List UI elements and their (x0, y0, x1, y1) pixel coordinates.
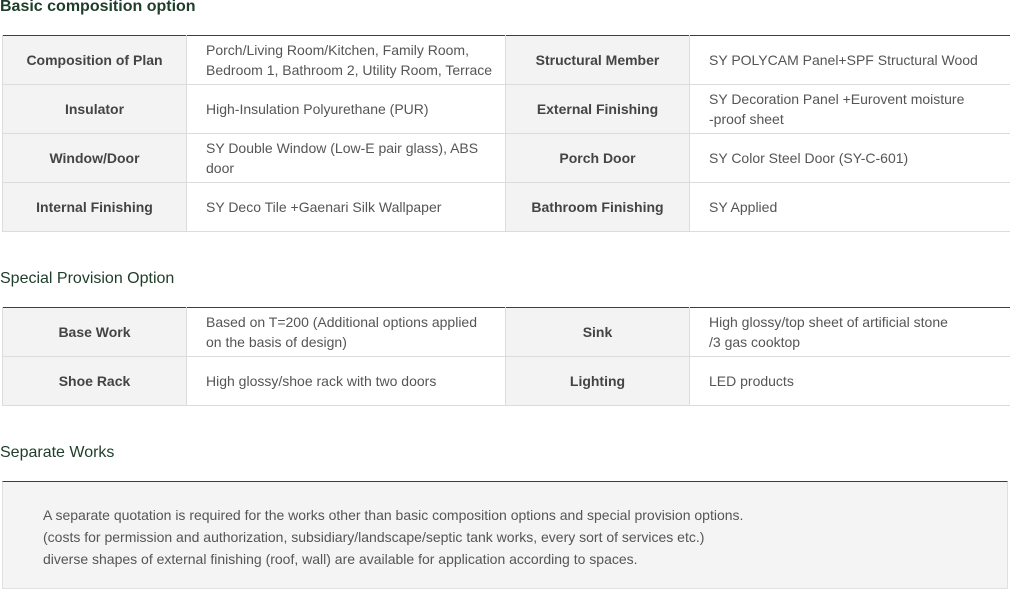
table-row (3, 36, 1010, 85)
value-line: High glossy/shoe rack with two doors (206, 373, 437, 389)
table-row (3, 308, 1010, 357)
structural-member-label: Structural Member (506, 36, 690, 85)
bathroom-finishing-value (690, 183, 1010, 232)
table-row (3, 183, 1010, 232)
value-line: Based on T=200 (Additional options applied (206, 314, 477, 330)
value-line: SY Decoration Panel +Eurovent moisture (709, 91, 965, 107)
separate-works-notice (2, 481, 1008, 589)
composition-of-plan-label: Composition of Plan (3, 36, 187, 85)
insulator-value (187, 85, 506, 134)
porch-door-label: Porch Door (506, 134, 690, 183)
special-provision-table (2, 307, 1010, 406)
value-line: -proof sheet (709, 111, 784, 127)
table-row (3, 85, 1010, 134)
sink-value (690, 308, 1010, 357)
value-line: Bedroom 1, Bathroom 2, Utility Room, Terrace (206, 62, 493, 78)
internal-finishing-value (187, 183, 506, 232)
structural-member-value (690, 36, 1010, 85)
shoe-rack-value (187, 357, 506, 406)
table-row (3, 134, 1010, 183)
value-line: High-Insulation Polyurethane (PUR) (206, 101, 429, 117)
external-finishing-value (690, 85, 1010, 134)
basic-section-title: Basic composition option (0, 0, 196, 15)
external-finishing-label: External Finishing (506, 85, 690, 134)
value-line: Porch/Living Room/Kitchen, Family Room, (206, 42, 469, 58)
value-line: SY Deco Tile +Gaenari Silk Wallpaper (206, 199, 442, 215)
shoe-rack-label: Shoe Rack (3, 357, 187, 406)
porch-door-value (690, 134, 1010, 183)
base-work-value (187, 308, 506, 357)
separate-section-title: Separate Works (0, 444, 115, 461)
table-row (3, 357, 1010, 406)
lighting-value (690, 357, 1010, 406)
notice-line: (costs for permission and authorization, subsidiary/landscape/septic tank works, every sort of services etc.) (43, 529, 705, 545)
internal-finishing-label: Internal Finishing (3, 183, 187, 232)
window-door-label: Window/Door (3, 134, 187, 183)
value-line: /3 gas cooktop (709, 334, 801, 350)
notice-line: A separate quotation is required for the works other than basic composition options and special provision options. (43, 507, 744, 523)
value-line: on the basis of design) (206, 334, 347, 350)
insulator-label: Insulator (3, 85, 187, 134)
value-line: LED products (709, 373, 794, 389)
notice-line: diverse shapes of external finishing (roof, wall) are available for application according to spaces. (43, 551, 638, 567)
window-door-value (187, 134, 506, 183)
sink-label: Sink (506, 308, 690, 357)
value-line: SY Applied (709, 199, 778, 215)
base-work-label: Base Work (3, 308, 187, 357)
notice-text (43, 504, 743, 570)
special-section-title: Special Provision Option (0, 270, 175, 287)
basic-composition-table (2, 35, 1010, 232)
value-line: SY Double Window (Low-E pair glass), ABS door (206, 140, 479, 176)
value-line: SY POLYCAM Panel+SPF Structural Wood (709, 52, 978, 68)
value-line: SY Color Steel Door (SY-C-601) (709, 150, 909, 166)
lighting-label: Lighting (506, 357, 690, 406)
composition-of-plan-value (187, 36, 506, 85)
bathroom-finishing-label: Bathroom Finishing (506, 183, 690, 232)
value-line: High glossy/top sheet of artificial stone (709, 314, 948, 330)
